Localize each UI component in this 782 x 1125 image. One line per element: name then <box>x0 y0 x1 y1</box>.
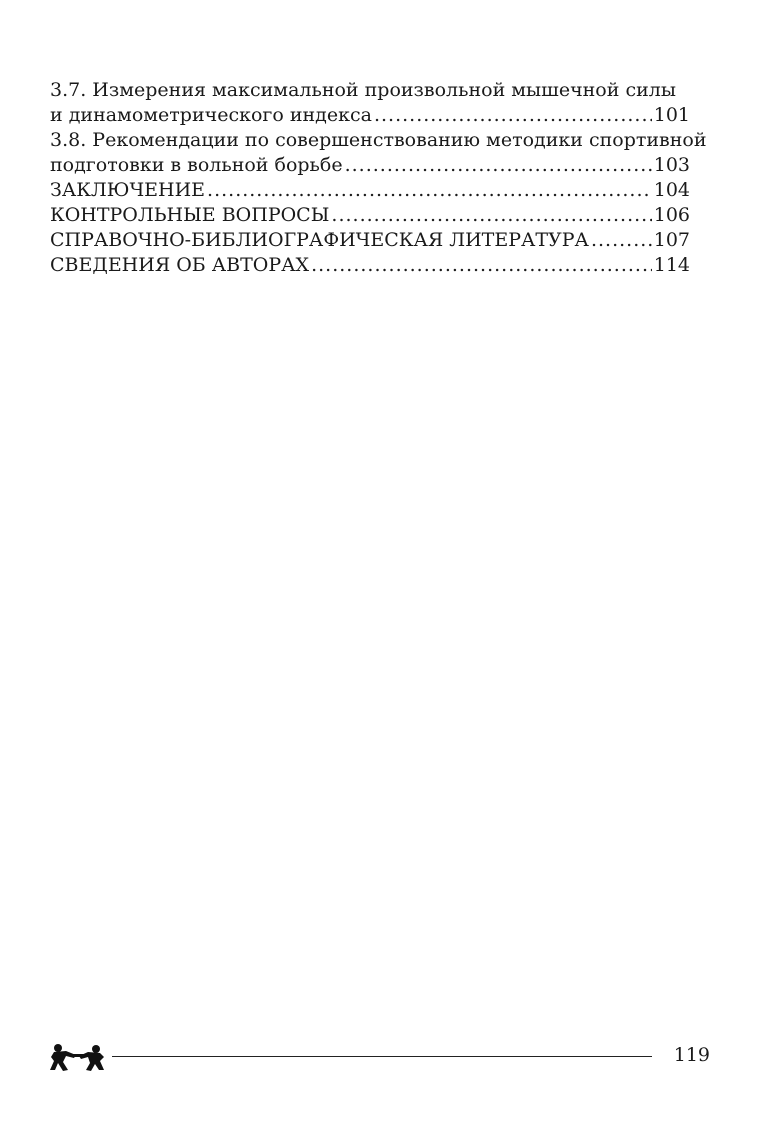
toc-entry-line <box>50 103 690 128</box>
toc-entry-line <box>50 203 690 228</box>
toc-entry-line <box>50 228 690 253</box>
toc-entry-title: 3.7. Измерения максимальной произвольной мышечной силы <box>50 79 676 101</box>
toc-page-number: 107 <box>653 229 690 251</box>
toc-entry-line <box>50 128 707 153</box>
toc-page-number: 106 <box>653 204 690 226</box>
toc-entry-3-8[interactable] <box>50 128 707 178</box>
toc-entry-bibliography[interactable] <box>50 228 690 253</box>
toc-entry-title: ЗАКЛЮЧЕНИЕ <box>50 179 206 201</box>
toc-entry-line <box>50 253 690 278</box>
dot-leader <box>374 103 652 128</box>
dot-leader <box>331 203 651 228</box>
toc-page-number: 114 <box>653 254 690 276</box>
toc-entry-title: СВЕДЕНИЯ ОБ АВТОРАХ <box>50 254 310 276</box>
dot-leader <box>311 253 652 278</box>
toc-entry-title: КОНТРОЛЬНЫЕ ВОПРОСЫ <box>50 204 330 226</box>
toc-entry-title: СПРАВОЧНО-БИБЛИОГРАФИЧЕСКАЯ ЛИТЕРАТУРА <box>50 229 589 251</box>
toc-entry-3-7[interactable] <box>50 78 690 128</box>
page-footer <box>46 1040 710 1074</box>
toc-entry-title-cont: и динамометрического индекса <box>50 104 372 126</box>
toc-page-number: 103 <box>653 154 690 176</box>
table-of-contents <box>50 78 707 278</box>
toc-entry-line <box>50 178 690 203</box>
toc-page-number: 104 <box>653 179 690 201</box>
toc-entry-title-cont: подготовки в вольной борьбе <box>50 154 343 176</box>
footer-rule <box>112 1056 652 1057</box>
dot-leader <box>591 228 652 253</box>
dot-leader <box>345 153 652 178</box>
wrestlers-icon <box>46 1042 110 1072</box>
dot-leader <box>207 178 652 203</box>
toc-entry-line <box>50 78 690 103</box>
toc-entry-conclusion[interactable] <box>50 178 690 203</box>
page-number: 119 <box>673 1044 710 1066</box>
toc-entry-title: 3.8. Рекомендации по совершенствованию методики спортивной <box>50 129 707 151</box>
toc-entry-about-authors[interactable] <box>50 253 690 278</box>
toc-entry-line <box>50 153 690 178</box>
toc-page-number: 101 <box>653 104 690 126</box>
toc-entry-control-questions[interactable] <box>50 203 690 228</box>
